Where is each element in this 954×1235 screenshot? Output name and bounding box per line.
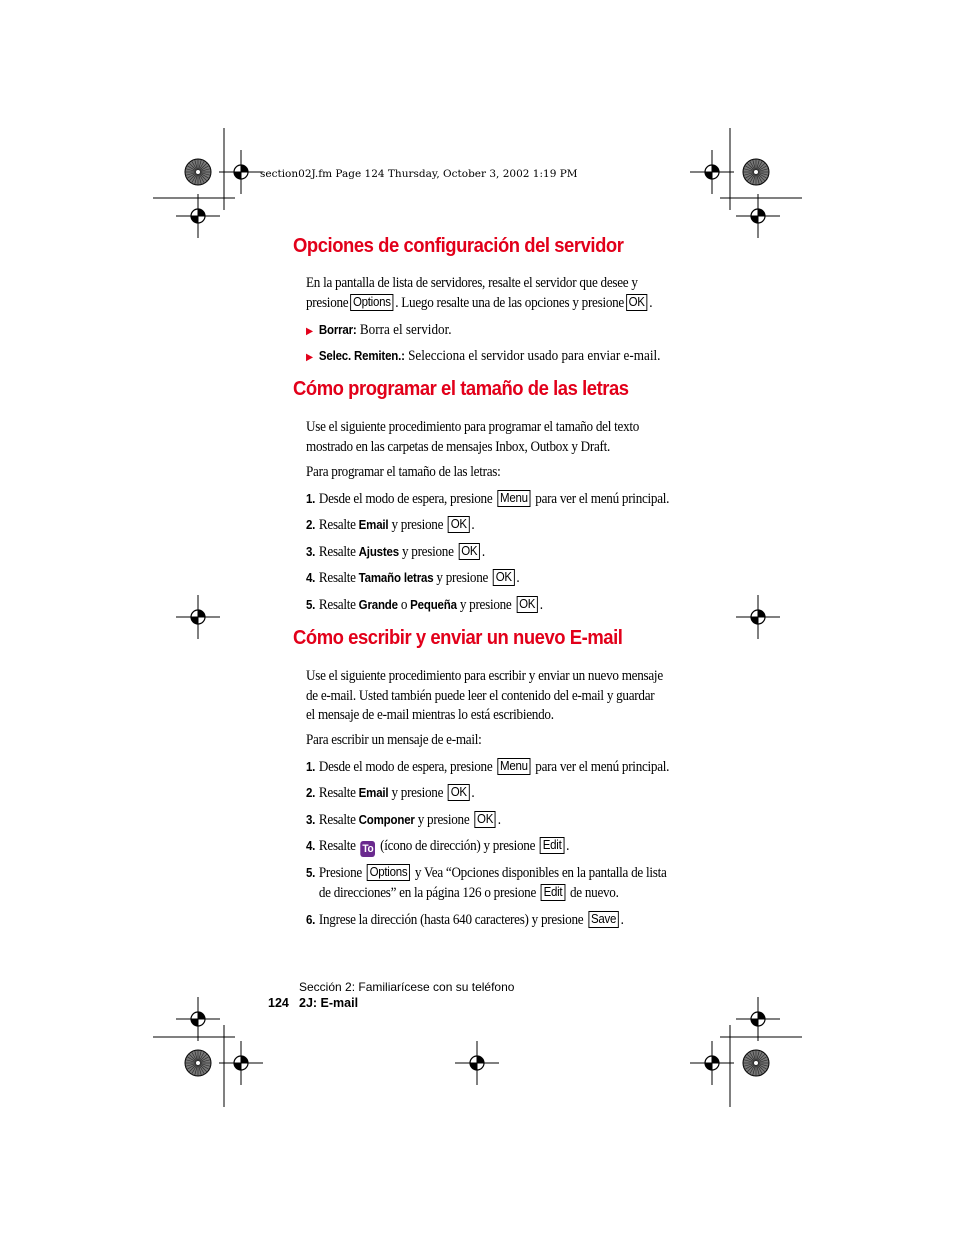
step-email-4: 4. Resalte To (ícono de dirección) y presione Edit .	[306, 838, 570, 855]
star-center	[196, 1061, 200, 1065]
print-header: section02J.fm Page 124 Thursday, October 3, 2002 1:19 PM	[260, 168, 578, 180]
step-email-6: 6. Ingrese la dirección (hasta 640 caracteres) y presione Save .	[306, 912, 624, 928]
star-center	[196, 170, 200, 174]
ok-key: OK	[493, 569, 515, 586]
paragraph-email-lead: Para escribir un mensaje de e-mail:	[306, 732, 482, 748]
step-letras-1: 1. Desde el modo de espera, presione Menu para ver el menú principal.	[306, 491, 670, 507]
step-letras-4: 4. Resalte Tamaño letras y presione OK .	[306, 570, 520, 586]
save-key: Save	[588, 911, 619, 928]
heading-email: Cómo escribir y enviar un nuevo E-mail	[293, 626, 623, 649]
edit-key: Edit	[540, 837, 564, 854]
menu-key: Menu	[497, 490, 530, 507]
address-to-icon: To	[362, 843, 374, 855]
star-center	[754, 1061, 758, 1065]
options-key: Options	[350, 294, 393, 311]
step-email-2: 2. Resalte Email y presione OK .	[306, 785, 475, 801]
heading-letras: Cómo programar el tamaño de las letras	[293, 377, 629, 400]
step-letras-2: 2. Resalte Email y presione OK .	[306, 517, 475, 533]
triangle-bullet-icon: ▶	[306, 352, 314, 363]
bullet-selec-remiten: ▶ Selec. Remiten.: Selecciona el servidor usado para enviar e-mail.	[306, 346, 660, 368]
ok-key: OK	[474, 811, 496, 828]
step-letras-3: 3. Resalte Ajustes y presione OK .	[306, 544, 485, 560]
step-email-1: 1. Desde el modo de espera, presione Menu para ver el menú principal.	[306, 759, 670, 775]
paragraph-servidor-intro: En la pantalla de lista de servidores, resalte el servidor que desee y presione Options . Luego resalte una de las opciones y presione OK .	[306, 275, 653, 311]
heading-servidor: Opciones de configuración del servidor	[293, 234, 624, 257]
ok-key: OK	[448, 784, 470, 801]
ok-key: OK	[626, 294, 648, 311]
menu-key: Menu	[497, 758, 530, 775]
paragraph-letras-lead: Para programar el tamaño de las letras:	[306, 464, 501, 480]
star-center	[754, 170, 758, 174]
ok-key: OK	[516, 596, 538, 613]
step-email-5: 5. Presione Options y Vea “Opciones disponibles en la pantalla de lista de direcciones” en la página 126 o presione Edit de nuevo.	[306, 865, 667, 901]
edit-key: Edit	[541, 884, 565, 901]
paragraph-letras-intro: Use el siguiente procedimiento para programar el tamaño del texto mostrado en las carpetas de mensajes Inbox, Outbox y Draft.	[306, 419, 640, 455]
step-letras-5: 5. Resalte Grande o Pequeña y presione OK .	[306, 597, 543, 613]
ok-key: OK	[448, 516, 470, 533]
triangle-bullet-icon: ▶	[306, 326, 314, 337]
options-key: Options	[367, 864, 410, 881]
footer-section-line: Sección 2: Familiarícese con su teléfono	[299, 980, 515, 994]
step-email-3: 3. Resalte Componer y presione OK .	[306, 812, 501, 828]
ok-key: OK	[458, 543, 480, 560]
bullet-borrar: ▶ Borrar: Borra el servidor.	[306, 320, 452, 342]
footer-page-number: 124	[268, 996, 289, 1010]
paragraph-email-intro: Use el siguiente procedimiento para escribir y enviar un nuevo mensaje de e-mail. Usted también puede leer el contenido del e-mail y guardar el mensaje de e-mail mientras lo está escribiendo.	[306, 668, 663, 724]
footer-chapter: 2J: E-mail	[299, 996, 359, 1010]
